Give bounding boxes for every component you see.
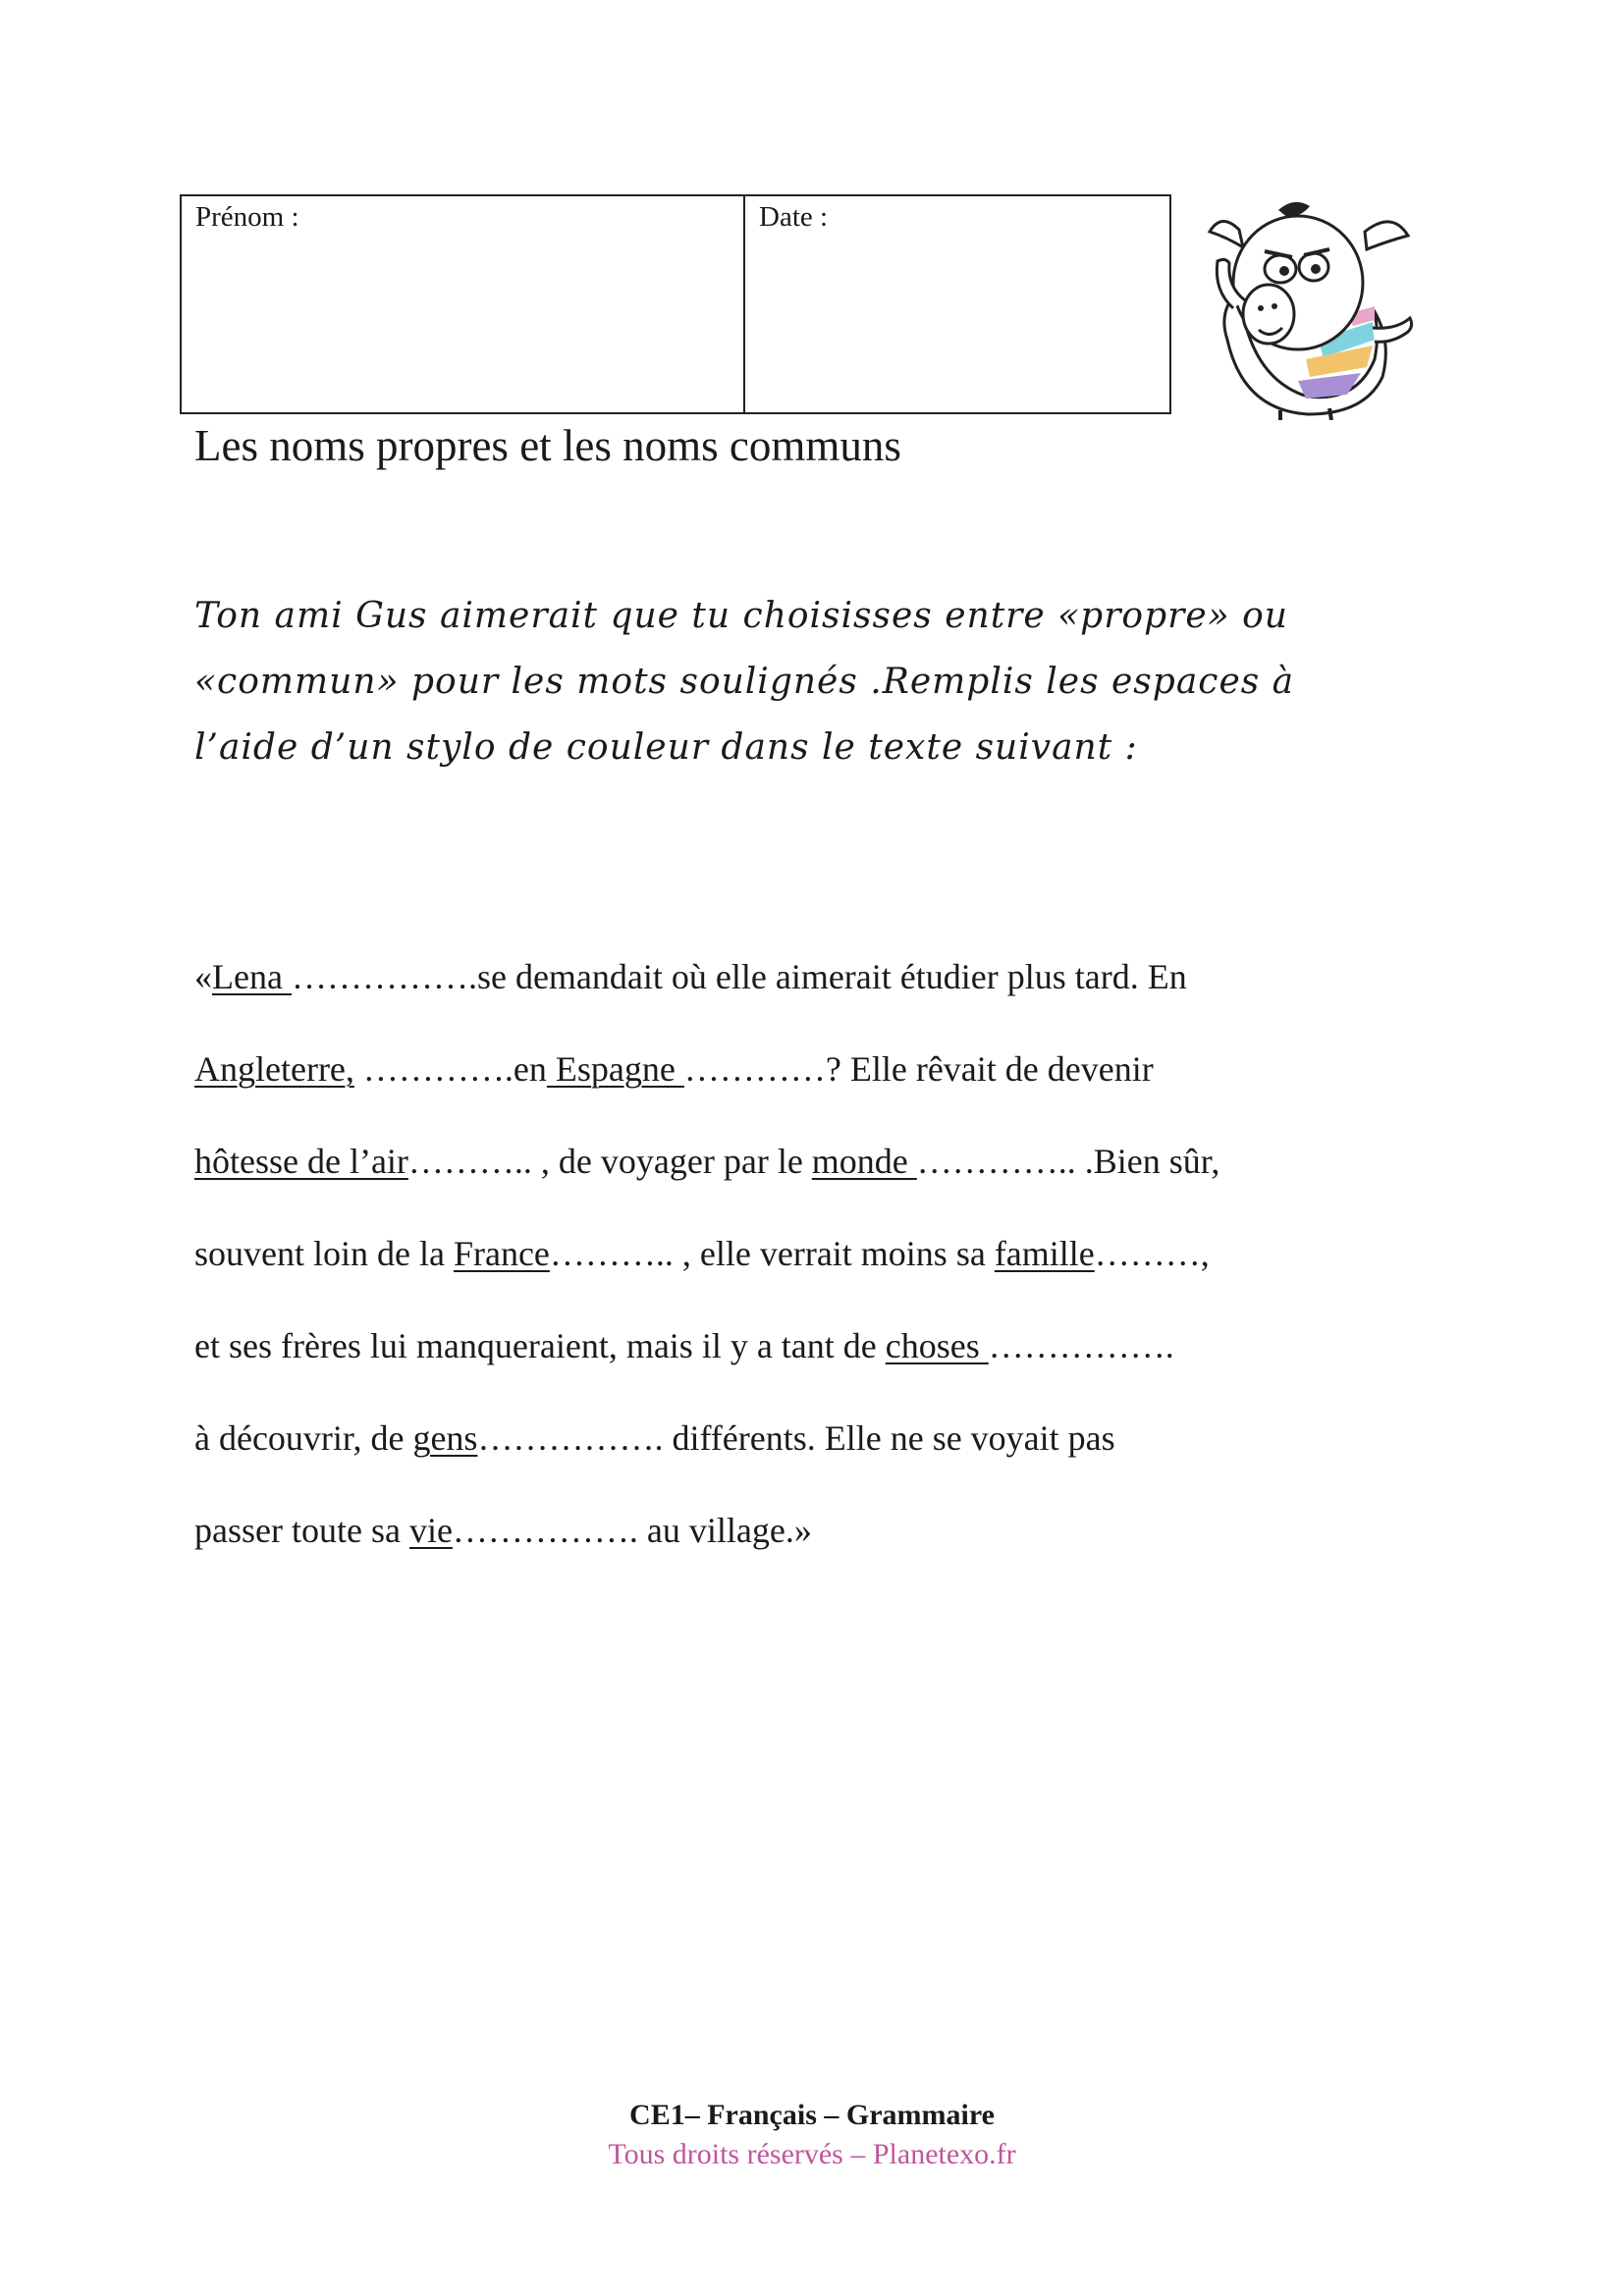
story-line	[194, 1498, 1471, 1590]
answer-blank[interactable]: ………….en	[353, 1049, 547, 1089]
answer-blank[interactable]: ……………. différents. Elle ne se voyait pas	[477, 1418, 1115, 1458]
answer-blank[interactable]: ……….. , de voyager par le	[407, 1142, 812, 1181]
page-title: Les noms propres et les noms communs	[194, 421, 901, 470]
prenom-field[interactable]	[182, 196, 745, 412]
underlined-word: gens	[412, 1418, 478, 1458]
underlined-word: monde	[811, 1142, 917, 1181]
answer-blank[interactable]: ………….. .Bien sûr,	[916, 1142, 1220, 1181]
answer-blank[interactable]: ………,	[1094, 1234, 1210, 1273]
story-line	[194, 1129, 1471, 1221]
instruction-line: l’aide d’un stylo de couleur dans le texte suivant :	[194, 727, 1138, 768]
story-text: et ses frères lui manqueraient, mais il y a tant de	[194, 1326, 886, 1365]
underlined-word: vie	[408, 1511, 453, 1550]
story-line	[194, 1406, 1471, 1498]
story-line	[194, 1037, 1471, 1129]
sheep-mascot-icon	[1200, 192, 1418, 420]
underlined-word: hôtesse de l’air	[194, 1142, 408, 1181]
story-text: «	[194, 957, 212, 996]
footer-subject: CE1– Français – Grammaire	[629, 2099, 995, 2131]
underlined-word: France	[453, 1234, 550, 1273]
answer-blank[interactable]: ……….. , elle verrait moins sa	[549, 1234, 995, 1273]
story-text: souvent loin de la	[194, 1234, 454, 1273]
story-line	[194, 1313, 1471, 1406]
date-label: Date :	[759, 201, 829, 233]
answer-blank[interactable]: …………….	[988, 1326, 1174, 1365]
underlined-word: Angleterre,	[194, 1049, 354, 1089]
story-line	[194, 944, 1471, 1037]
exercise-instructions	[194, 583, 1471, 780]
exercise-text	[194, 944, 1471, 1590]
story-text: à découvrir, de	[194, 1418, 413, 1458]
footer-copyright: Tous droits réservés – Planetexo.fr	[608, 2138, 1016, 2170]
name-date-table	[180, 194, 1171, 414]
underlined-word: Espagne	[546, 1049, 684, 1089]
answer-blank[interactable]: …………….se demandait où elle aimerait étudier plus tard. En	[291, 957, 1187, 996]
instruction-line: «commun» pour les mots soulignés .Remplis les espaces à	[194, 662, 1295, 702]
answer-blank[interactable]: …………? Elle rêvait de devenir	[683, 1049, 1154, 1089]
instruction-line: Ton ami Gus aimerait que tu choisisses entre «propre» ou	[194, 596, 1288, 636]
underlined-word: famille	[994, 1234, 1095, 1273]
answer-blank[interactable]: ……………. au village.»	[452, 1511, 812, 1550]
prenom-label: Prénom :	[195, 201, 299, 233]
date-field[interactable]	[745, 196, 1169, 412]
story-text: passer toute sa	[194, 1511, 409, 1550]
underlined-word: Lena	[212, 957, 292, 996]
story-line	[194, 1221, 1471, 1313]
underlined-word: choses	[885, 1326, 989, 1365]
